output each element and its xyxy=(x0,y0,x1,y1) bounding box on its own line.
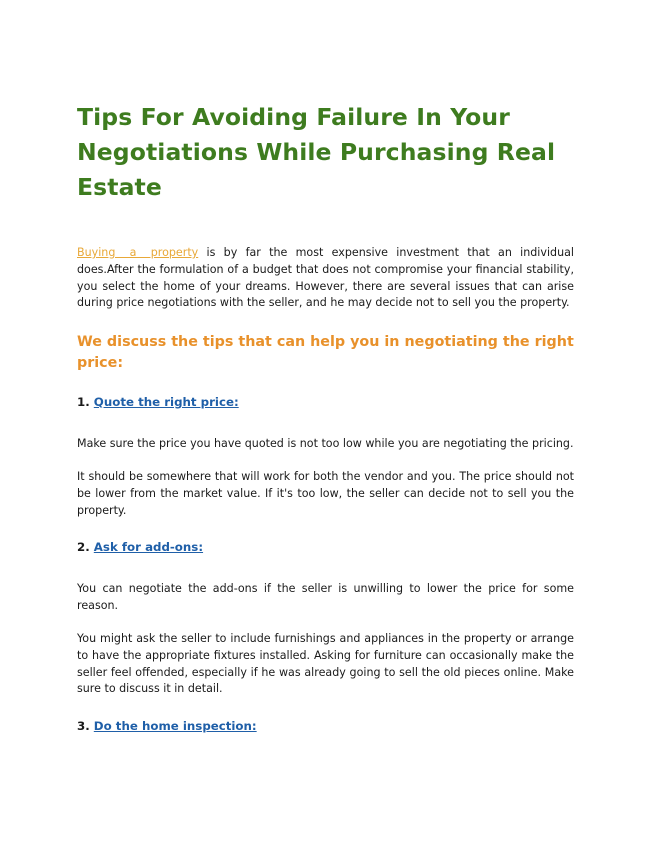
step-2-paragraph-1: You can negotiate the add-ons if the seller is unwilling to lower the price for some reason. xyxy=(77,582,574,613)
home-inspection-link[interactable]: Do the home inspection: xyxy=(93,719,257,734)
ask-for-add-ons-link[interactable]: Ask for add-ons: xyxy=(93,540,204,555)
step-2-number: 2. xyxy=(77,540,94,555)
step-1-heading xyxy=(77,393,574,411)
intro-text: is by far the most expensive investment that an individual does.After the formulation of a budget that does not compromise your financial stability, you select the home of your dreams. However, there are several issues that can arise during price negotiations with the seller, and he may decide not to sell you the property. xyxy=(77,246,574,310)
tips-subheading: We discuss the tips that can help you in negotiating the right price: xyxy=(77,334,574,372)
step-3-heading xyxy=(77,717,574,735)
quote-right-price-link[interactable]: Quote the right price: xyxy=(93,395,239,410)
step-1-number: 1. xyxy=(77,395,94,410)
step-3-number: 3. xyxy=(77,719,94,734)
step-2-heading xyxy=(77,538,574,556)
article-title: Tips For Avoiding Failure In Your Negotiations While Purchasing Real Estate xyxy=(77,103,556,201)
intro-paragraph xyxy=(77,245,574,312)
step-1-paragraph-1: Make sure the price you have quoted is not too low while you are negotiating the pricing. xyxy=(77,437,574,451)
document-page xyxy=(77,100,574,735)
step-1-paragraph-2: It should be somewhere that will work for both the vendor and you. The price should not be lower from the market value. If it's too low, the seller can decide not to sell you the property. xyxy=(77,469,574,517)
buying-property-link[interactable]: Buying a property xyxy=(77,246,199,259)
step-2-paragraph-2: You might ask the seller to include furnishings and appliances in the property or arrange to have the appropriate fixtures installed. Asking for furniture can occasionally make the seller feel offended, especially if he was already going to sell the old pieces online. Make sure to discuss it in detail. xyxy=(77,631,574,696)
